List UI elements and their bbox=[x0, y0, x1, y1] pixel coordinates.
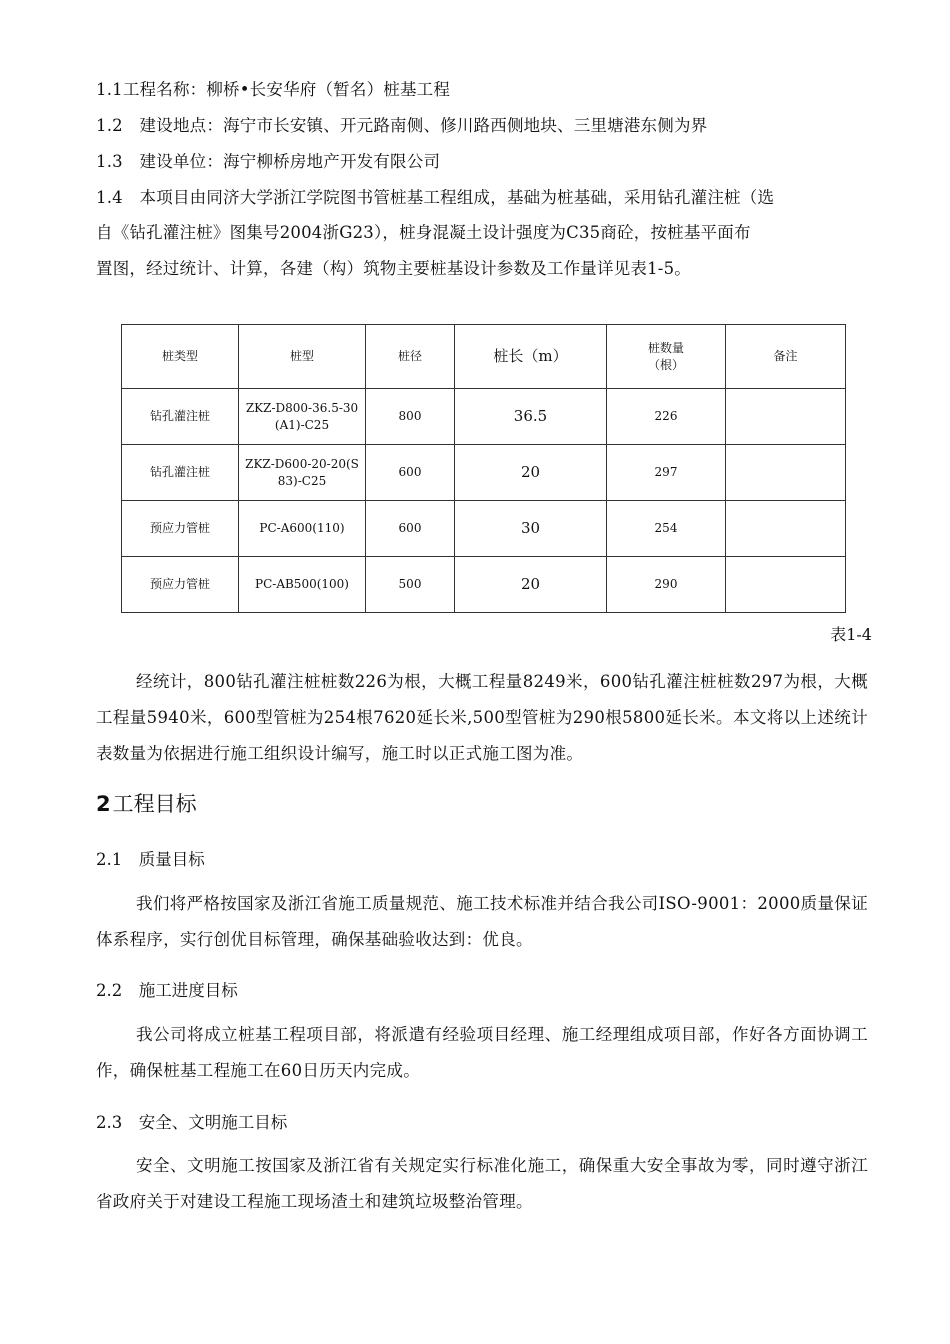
cell-type: 预应力管桩 bbox=[122, 501, 239, 557]
cell-count: 254 bbox=[607, 501, 726, 557]
summary-paragraph: 经统计，800钻孔灌注桩桩数226为根，大概工程量8249米，600钻孔灌注桩桩数297为根，大概工程量5940米，600型管桩为254根7620延长米,500型管桩为290根5800延长米。本文将以上述统计表数量为依据进行施工组织设计编写，施工时以正式施工图为准。 bbox=[96, 672, 868, 763]
safety-target-heading: 2.3 安全、文明施工目标 bbox=[96, 1113, 288, 1132]
header-pile-diameter: 桩径 bbox=[366, 325, 455, 389]
section-heading bbox=[96, 788, 197, 818]
header-pile-count-line1: 桩数量 bbox=[647, 340, 684, 355]
cell-model: ZKZ-D600-20-20(S83)-C25 bbox=[239, 445, 366, 501]
cell-remark bbox=[726, 501, 846, 557]
cell-type: 钻孔灌注桩 bbox=[122, 445, 239, 501]
table-row bbox=[122, 501, 846, 557]
cell-count: 226 bbox=[607, 389, 726, 445]
section-title: 工程目标 bbox=[112, 792, 197, 816]
cell-length: 30 bbox=[455, 501, 607, 557]
cell-model: PC-A600(110) bbox=[239, 501, 366, 557]
table-row bbox=[122, 557, 846, 613]
cell-diameter: 600 bbox=[366, 445, 455, 501]
cell-model: ZKZ-D800-36.5-30(A1)-C25 bbox=[239, 389, 366, 445]
cell-model: PC-AB500(100) bbox=[239, 557, 366, 613]
section-number: 2 bbox=[96, 792, 111, 816]
cell-count: 290 bbox=[607, 557, 726, 613]
cell-remark bbox=[726, 557, 846, 613]
header-remark: 备注 bbox=[726, 325, 846, 389]
cell-type: 预应力管桩 bbox=[122, 557, 239, 613]
header-pile-length: 桩长（m） bbox=[455, 325, 607, 389]
cell-remark bbox=[726, 445, 846, 501]
pile-parameter-table bbox=[121, 324, 846, 613]
header-pile-type: 桩类型 bbox=[122, 325, 239, 389]
project-desc-line-3: 置图，经过统计、计算，各建（构）筑物主要桩基设计参数及工作量详见表1-5。 bbox=[96, 259, 691, 278]
construction-unit-line: 1.3 建设单位：海宁柳桥房地产开发有限公司 bbox=[96, 152, 441, 171]
quality-target-heading: 2.1 质量目标 bbox=[96, 850, 205, 869]
schedule-target-text: 我公司将成立桩基工程项目部，将派遣有经验项目经理、施工经理组成项目部，作好各方面协调工作，确保桩基工程施工在60日历天内完成。 bbox=[96, 1025, 868, 1080]
table-row bbox=[122, 445, 846, 501]
project-desc-line-1: 1.4 本项目由同济大学浙江学院图书管桩基工程组成，基础为桩基础，采用钻孔灌注桩（选 bbox=[96, 188, 775, 207]
cell-type: 钻孔灌注桩 bbox=[122, 389, 239, 445]
cell-count: 297 bbox=[607, 445, 726, 501]
cell-length: 20 bbox=[455, 557, 607, 613]
schedule-target-heading: 2.2 施工进度目标 bbox=[96, 981, 238, 1000]
table-caption: 表1-4 bbox=[830, 625, 872, 644]
header-pile-count-line2: （根） bbox=[647, 357, 684, 372]
cell-diameter: 800 bbox=[366, 389, 455, 445]
quality-target-text: 我们将严格按国家及浙江省施工质量规范、施工技术标准并结合我公司ISO-9001：2000质量保证体系程序，实行创优目标管理，确保基础验收达到：优良。 bbox=[96, 894, 868, 949]
table-header-row bbox=[122, 325, 846, 389]
header-pile-count bbox=[607, 325, 726, 389]
cell-diameter: 500 bbox=[366, 557, 455, 613]
cell-diameter: 600 bbox=[366, 501, 455, 557]
cell-length: 20 bbox=[455, 445, 607, 501]
cell-length: 36.5 bbox=[455, 389, 607, 445]
table-row bbox=[122, 389, 846, 445]
project-desc-line-2: 自《钻孔灌注桩》图集号2004浙G23），桩身混凝土设计强度为C35商砼，按桩基平面布 bbox=[96, 223, 751, 242]
cell-remark bbox=[726, 389, 846, 445]
construction-site-line: 1.2 建设地点：海宁市长安镇、开元路南侧、修川路西侧地块、三里塘港东侧为界 bbox=[96, 116, 708, 135]
header-pile-model: 桩型 bbox=[239, 325, 366, 389]
safety-target-text: 安全、文明施工按国家及浙江省有关规定实行标准化施工，确保重大安全事故为零，同时遵守浙江省政府关于对建设工程施工现场渣土和建筑垃圾整治管理。 bbox=[96, 1156, 868, 1211]
project-name-line: 1.1工程名称：柳桥•长安华府（暂名）桩基工程 bbox=[96, 80, 451, 99]
